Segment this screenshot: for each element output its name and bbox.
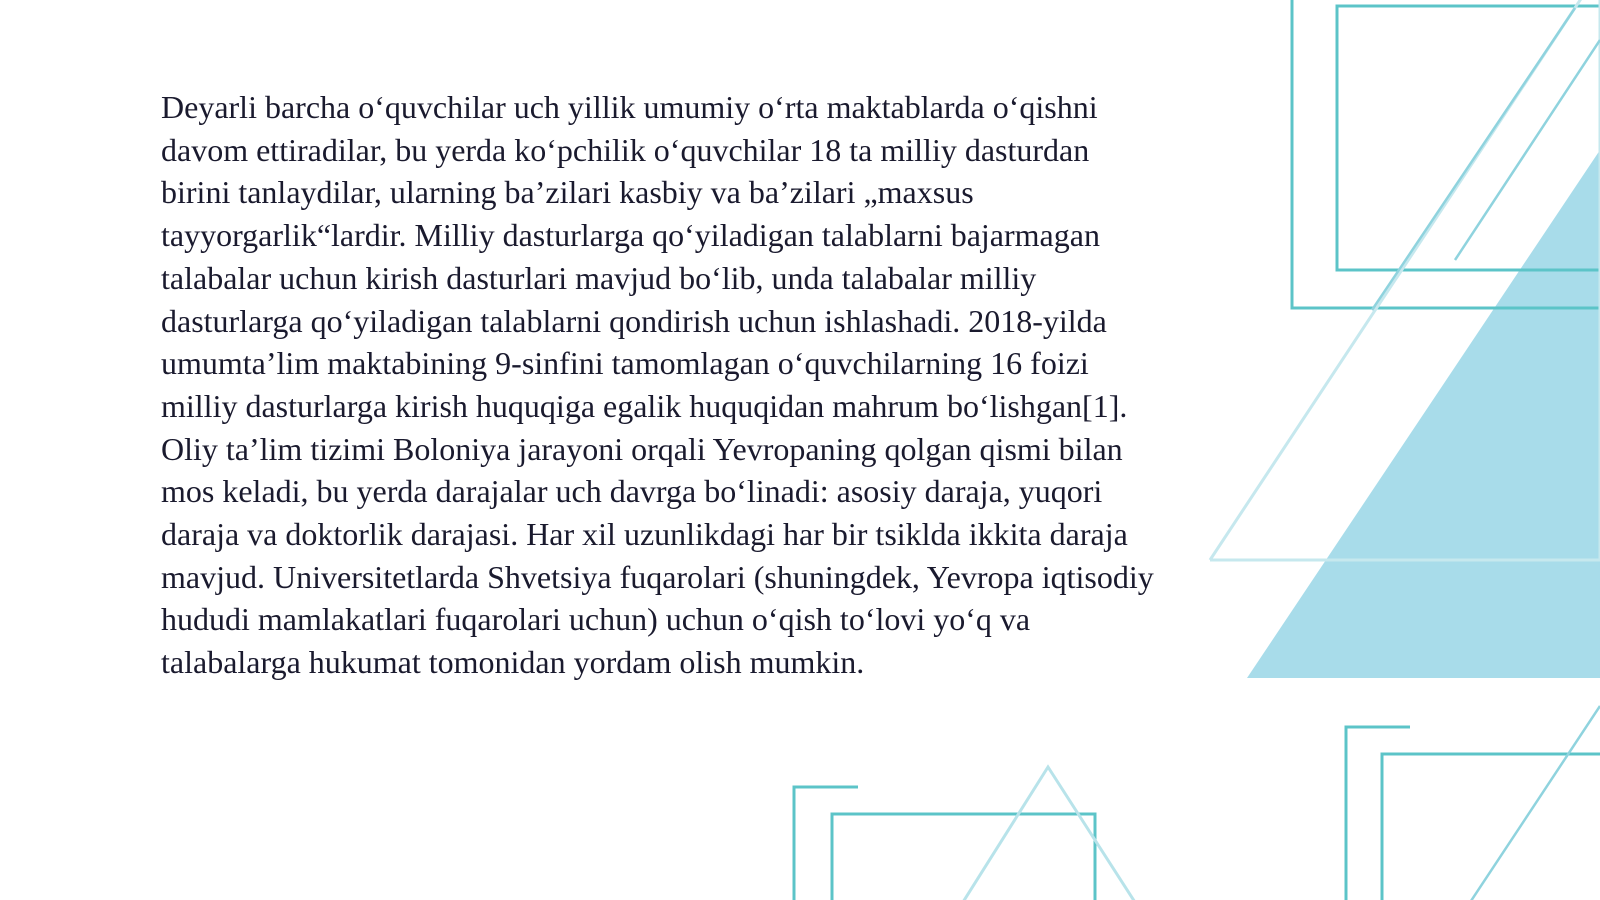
paragraph-2: Oliy ta’lim tizimi Boloniya jarayoni orqali Yevropaning qolgan qismi bilan mos keladi, bu yerda darajalar uch davrga bo‘linadi: asosiy daraja, yuqori daraja va doktorlik darajasi. Har xil uzunlikdagi har bir tsiklda ikkita daraja mavjud. Universitetlarda Shvetsiya fuqarolari (shuningdek, Yevropa iqtisodiy hududi mamlakatlari fuqarolari uchun) uchun o‘qish to‘lovi yo‘q va talabalarga hukumat tomonidan yordam olish mumkin.	[161, 430, 1154, 681]
bottom-bracket-inner	[832, 814, 1095, 900]
bottom-right-bracket-inner	[1382, 754, 1600, 900]
blue-triangle-shape	[1247, 150, 1600, 678]
bottom-right-diagonal	[1465, 706, 1600, 900]
bottom-outline-triangle	[958, 767, 1140, 900]
paragraph-1: Deyarli barcha o‘quvchilar uch yillik umumiy o‘rta maktablarda o‘qishni davom ettiradilar, bu yerda ko‘pchilik o‘quvchilar 18 ta milliy dasturdan birini tanlaydilar, ularning ba’zilari kasbiy va ba’zilari „maxsus tayyorgarlik“lardir. Milliy dasturlarga qo‘yiladigan talablarni bajarmagan talabalar uchun kirish dasturlari mavjud bo‘lib, unda talabalar milliy dasturlarga qo‘yiladigan talablarni qondirish uchun ishlashadi. 2018-yilda umumta’lim maktabining 9-sinfini tamomlagan o‘quvchilarning 16 foizi milliy dasturlarga kirish huquqiga egalik huquqidan mahrum bo‘lishgan[1].	[161, 89, 1128, 424]
body-text	[161, 86, 1161, 684]
bottom-bracket-outer	[794, 787, 858, 900]
